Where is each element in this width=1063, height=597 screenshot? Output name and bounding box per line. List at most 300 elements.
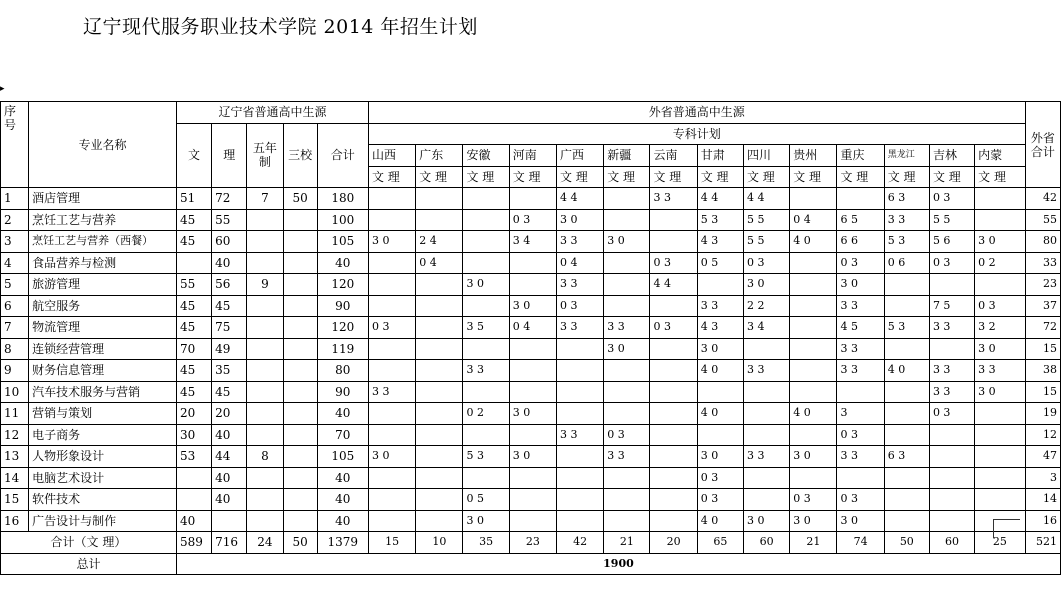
row-subtotal: 40 — [317, 403, 368, 425]
row-province-value: 3 3 — [463, 360, 509, 382]
row-province-value — [556, 360, 603, 382]
row-province-value: 7 5 — [929, 295, 974, 317]
row-subtotal: 70 — [317, 424, 368, 446]
row-three-school — [283, 252, 317, 274]
row-wen: 70 — [176, 338, 211, 360]
totals-label: 合计（文 理） — [1, 532, 177, 554]
row-province-value: 3 3 — [837, 360, 884, 382]
row-province-value: 0 2 — [975, 252, 1025, 274]
row-province-value: 3 3 — [556, 424, 603, 446]
row-province-value: 3 4 — [509, 231, 556, 253]
row-province-value: 3 3 — [556, 274, 603, 296]
row-province-value — [416, 338, 463, 360]
row-name: 烹饪工艺与营养 — [29, 209, 177, 231]
row-province-value — [884, 338, 929, 360]
row-seq: 6 — [1, 295, 29, 317]
row-li: 75 — [212, 317, 247, 339]
row-province-value — [556, 489, 603, 511]
header-specialty-plan: 专科计划 — [368, 123, 1025, 145]
row-province-value — [509, 489, 556, 511]
row-province-value — [884, 467, 929, 489]
row-province-value: 3 0 — [837, 510, 884, 532]
row-wen: 45 — [176, 360, 211, 382]
row-wen: 53 — [176, 446, 211, 468]
row-province-value: 0 4 — [556, 252, 603, 274]
row-province-value — [884, 510, 929, 532]
row-province-value: 4 0 — [790, 403, 837, 425]
row-province-value — [975, 467, 1025, 489]
row-province-value: 3 5 — [463, 317, 509, 339]
row-province-value: 0 2 — [463, 403, 509, 425]
row-province-value — [416, 489, 463, 511]
row-province-value — [975, 188, 1025, 210]
row-province-value — [604, 360, 650, 382]
row-province-value — [556, 403, 603, 425]
row-province-value: 6 5 — [837, 209, 884, 231]
row-province-value: 0 4 — [509, 317, 556, 339]
row-province-value — [416, 274, 463, 296]
row-province-value — [604, 188, 650, 210]
row-province-value — [368, 510, 415, 532]
corner-mark: ▸ — [0, 84, 5, 94]
row-seq: 1 — [1, 188, 29, 210]
province-header: 广东 — [416, 145, 463, 167]
row-subtotal: 80 — [317, 360, 368, 382]
row-province-value — [975, 489, 1025, 511]
row-province-value: 0 5 — [463, 489, 509, 511]
row-seq: 3 — [1, 231, 29, 253]
totals-five-year: 24 — [247, 532, 283, 554]
row-subtotal: 40 — [317, 467, 368, 489]
header-out-total: 外省合计 — [1025, 102, 1060, 188]
row-three-school — [283, 360, 317, 382]
row-out-total: 80 — [1025, 231, 1060, 253]
row-li: 56 — [212, 274, 247, 296]
row-seq: 12 — [1, 424, 29, 446]
row-province-value — [509, 360, 556, 382]
row-wen: 55 — [176, 274, 211, 296]
row-province-value — [743, 424, 789, 446]
enrollment-table — [0, 101, 1061, 575]
row-province-value: 4 4 — [697, 188, 743, 210]
row-province-value: 3 0 — [790, 446, 837, 468]
row-name: 汽车技术服务与营销 — [29, 381, 177, 403]
row-province-value — [790, 295, 837, 317]
row-province-value: 0 3 — [929, 403, 974, 425]
row-province-value: 5 6 — [929, 231, 974, 253]
row-province-value: 3 3 — [743, 446, 789, 468]
row-province-value: 3 0 — [509, 295, 556, 317]
row-province-value — [650, 424, 697, 446]
row-province-value: 0 3 — [650, 317, 697, 339]
row-province-value: 2 4 — [416, 231, 463, 253]
row-li: 35 — [212, 360, 247, 382]
row-province-value — [368, 424, 415, 446]
row-province-value: 4 4 — [556, 188, 603, 210]
row-subtotal: 105 — [317, 446, 368, 468]
row-five-year — [247, 360, 283, 382]
row-wen: 45 — [176, 295, 211, 317]
row-five-year — [247, 231, 283, 253]
row-province-value: 0 3 — [975, 295, 1025, 317]
row-province-value: 0 6 — [884, 252, 929, 274]
row-province-value — [929, 446, 974, 468]
row-province-value: 4 0 — [697, 403, 743, 425]
row-name: 营销与策划 — [29, 403, 177, 425]
totals-subtotal: 1379 — [317, 532, 368, 554]
row-province-value — [929, 338, 974, 360]
table-row — [1, 510, 1061, 532]
row-out-total: 38 — [1025, 360, 1060, 382]
row-province-value — [975, 403, 1025, 425]
totals-province-value: 25 — [975, 532, 1025, 554]
row-province-value: 4 0 — [697, 360, 743, 382]
header-out-group: 外省普通高中生源 — [368, 102, 1025, 124]
table-row — [1, 231, 1061, 253]
wenli-header: 文 理 — [604, 166, 650, 188]
row-subtotal: 40 — [317, 252, 368, 274]
row-province-value: 3 2 — [975, 317, 1025, 339]
row-province-value: 6 6 — [837, 231, 884, 253]
row-seq: 14 — [1, 467, 29, 489]
row-province-value — [929, 510, 974, 532]
row-three-school — [283, 403, 317, 425]
province-header: 贵州 — [790, 145, 837, 167]
row-name: 电子商务 — [29, 424, 177, 446]
row-province-value: 5 3 — [884, 317, 929, 339]
row-province-value — [416, 188, 463, 210]
row-province-value: 3 0 — [556, 209, 603, 231]
totals-province-value: 60 — [743, 532, 789, 554]
province-header: 黑龙江 — [884, 145, 929, 167]
row-province-value — [509, 510, 556, 532]
row-province-value — [604, 403, 650, 425]
row-li: 55 — [212, 209, 247, 231]
row-province-value — [790, 360, 837, 382]
row-province-value: 3 0 — [697, 446, 743, 468]
row-out-total: 23 — [1025, 274, 1060, 296]
row-out-total: 12 — [1025, 424, 1060, 446]
row-out-total: 3 — [1025, 467, 1060, 489]
row-province-value: 6 3 — [884, 446, 929, 468]
row-province-value — [884, 381, 929, 403]
row-five-year — [247, 317, 283, 339]
row-province-value: 0 4 — [416, 252, 463, 274]
row-province-value: 6 3 — [884, 188, 929, 210]
row-five-year — [247, 467, 283, 489]
row-li: 45 — [212, 381, 247, 403]
row-province-value: 3 3 — [929, 360, 974, 382]
row-province-value: 3 3 — [884, 209, 929, 231]
row-three-school — [283, 231, 317, 253]
row-li: 40 — [212, 489, 247, 511]
row-seq: 10 — [1, 381, 29, 403]
row-province-value — [509, 424, 556, 446]
row-province-value — [509, 338, 556, 360]
row-province-value: 3 3 — [604, 317, 650, 339]
row-province-value — [884, 295, 929, 317]
row-li: 20 — [212, 403, 247, 425]
row-five-year — [247, 209, 283, 231]
totals-province-value: 35 — [463, 532, 509, 554]
row-province-value: 0 3 — [790, 489, 837, 511]
row-province-value — [463, 209, 509, 231]
row-province-value — [697, 381, 743, 403]
row-province-value — [556, 381, 603, 403]
row-province-value — [884, 424, 929, 446]
row-province-value: 0 3 — [650, 252, 697, 274]
row-wen: 45 — [176, 231, 211, 253]
totals-out-total: 521 — [1025, 532, 1060, 554]
row-province-value — [929, 467, 974, 489]
row-province-value — [556, 446, 603, 468]
province-header: 吉林 — [929, 145, 974, 167]
row-province-value — [975, 274, 1025, 296]
row-five-year — [247, 381, 283, 403]
row-three-school — [283, 209, 317, 231]
table-row — [1, 403, 1061, 425]
totals-province-value: 21 — [790, 532, 837, 554]
row-province-value — [975, 446, 1025, 468]
row-out-total: 47 — [1025, 446, 1060, 468]
row-province-value — [509, 274, 556, 296]
row-province-value — [650, 446, 697, 468]
row-province-value: 0 3 — [368, 317, 415, 339]
row-province-value — [368, 489, 415, 511]
totals-row — [1, 532, 1061, 554]
row-name: 人物形象设计 — [29, 446, 177, 468]
row-province-value — [697, 274, 743, 296]
row-province-value — [884, 489, 929, 511]
row-province-value — [975, 424, 1025, 446]
row-province-value — [416, 209, 463, 231]
wenli-header: 文 理 — [416, 166, 463, 188]
row-name: 烹饪工艺与营养（西餐） — [29, 231, 177, 253]
row-province-value: 4 5 — [837, 317, 884, 339]
row-province-value — [790, 467, 837, 489]
totals-province-value: 21 — [604, 532, 650, 554]
row-name: 旅游管理 — [29, 274, 177, 296]
wenli-header: 文 理 — [837, 166, 884, 188]
row-out-total: 33 — [1025, 252, 1060, 274]
row-province-value — [509, 467, 556, 489]
row-five-year: 8 — [247, 446, 283, 468]
row-province-value — [416, 403, 463, 425]
row-wen: 40 — [176, 510, 211, 532]
row-province-value — [604, 252, 650, 274]
totals-province-value: 23 — [509, 532, 556, 554]
row-province-value: 0 3 — [837, 489, 884, 511]
row-li: 40 — [212, 467, 247, 489]
row-province-value — [650, 295, 697, 317]
row-province-value — [368, 403, 415, 425]
row-province-value: 3 0 — [368, 446, 415, 468]
row-province-value — [743, 338, 789, 360]
row-province-value — [743, 403, 789, 425]
row-five-year: 7 — [247, 188, 283, 210]
row-province-value — [463, 188, 509, 210]
row-province-value: 0 3 — [929, 188, 974, 210]
header-name: 专业名称 — [29, 102, 177, 188]
row-province-value — [463, 381, 509, 403]
row-name: 财务信息管理 — [29, 360, 177, 382]
row-seq: 13 — [1, 446, 29, 468]
row-five-year: 9 — [247, 274, 283, 296]
row-province-value — [743, 489, 789, 511]
row-name: 酒店管理 — [29, 188, 177, 210]
row-three-school — [283, 274, 317, 296]
row-out-total: 37 — [1025, 295, 1060, 317]
wenli-header: 文 理 — [509, 166, 556, 188]
province-header: 云南 — [650, 145, 697, 167]
row-province-value: 3 3 — [929, 381, 974, 403]
row-seq: 4 — [1, 252, 29, 274]
row-province-value: 0 3 — [556, 295, 603, 317]
row-wen: 20 — [176, 403, 211, 425]
row-province-value — [368, 252, 415, 274]
row-five-year — [247, 424, 283, 446]
row-province-value: 3 3 — [975, 360, 1025, 382]
row-province-value — [416, 467, 463, 489]
row-subtotal: 119 — [317, 338, 368, 360]
row-province-value: 4 0 — [884, 360, 929, 382]
row-province-value — [604, 209, 650, 231]
row-province-value — [368, 209, 415, 231]
province-header: 四川 — [743, 145, 789, 167]
row-province-value — [509, 188, 556, 210]
row-province-value — [463, 295, 509, 317]
wenli-header: 文 理 — [368, 166, 415, 188]
province-header: 安徽 — [463, 145, 509, 167]
row-province-value — [463, 231, 509, 253]
row-out-total: 55 — [1025, 209, 1060, 231]
wenli-header: 文 理 — [790, 166, 837, 188]
row-province-value — [650, 338, 697, 360]
wenli-header: 文 理 — [884, 166, 929, 188]
row-province-value — [416, 295, 463, 317]
row-five-year — [247, 489, 283, 511]
header-wen: 文 — [176, 123, 211, 188]
row-province-value: 3 3 — [837, 338, 884, 360]
row-province-value — [837, 188, 884, 210]
row-wen — [176, 252, 211, 274]
row-province-value — [790, 338, 837, 360]
table-row — [1, 489, 1061, 511]
row-province-value — [463, 338, 509, 360]
row-province-value: 0 3 — [604, 424, 650, 446]
row-province-value: 4 4 — [650, 274, 697, 296]
totals-province-value: 15 — [368, 532, 415, 554]
province-header: 重庆 — [837, 145, 884, 167]
province-header: 甘肃 — [697, 145, 743, 167]
row-three-school — [283, 510, 317, 532]
row-seq: 16 — [1, 510, 29, 532]
row-three-school — [283, 317, 317, 339]
province-header: 河南 — [509, 145, 556, 167]
row-seq: 11 — [1, 403, 29, 425]
row-province-value — [743, 467, 789, 489]
row-province-value: 3 0 — [790, 510, 837, 532]
row-name: 食品营养与检测 — [29, 252, 177, 274]
row-name: 软件技术 — [29, 489, 177, 511]
table-row — [1, 360, 1061, 382]
row-out-total: 15 — [1025, 338, 1060, 360]
row-three-school — [283, 381, 317, 403]
table-row — [1, 209, 1061, 231]
table-row — [1, 317, 1061, 339]
row-li: 72 — [212, 188, 247, 210]
row-province-value: 3 3 — [837, 446, 884, 468]
page-title: 辽宁现代服务职业技术学院 2014 年招生计划 — [83, 16, 478, 38]
row-province-value — [884, 403, 929, 425]
row-province-value — [650, 489, 697, 511]
row-province-value — [929, 424, 974, 446]
header-seq: 序号 — [1, 102, 29, 188]
row-li: 60 — [212, 231, 247, 253]
row-province-value — [650, 510, 697, 532]
row-province-value — [368, 274, 415, 296]
totals-wen: 589 — [176, 532, 211, 554]
wenli-header: 文 理 — [975, 166, 1025, 188]
province-header: 内蒙 — [975, 145, 1025, 167]
row-subtotal: 100 — [317, 209, 368, 231]
row-province-value: 3 3 — [697, 295, 743, 317]
row-three-school — [283, 295, 317, 317]
row-province-value — [650, 467, 697, 489]
wenli-header: 文 理 — [556, 166, 603, 188]
wenli-header: 文 理 — [743, 166, 789, 188]
row-province-value — [790, 381, 837, 403]
row-province-value — [463, 424, 509, 446]
row-province-value — [697, 424, 743, 446]
row-province-value — [743, 381, 789, 403]
row-five-year — [247, 338, 283, 360]
row-province-value: 3 4 — [743, 317, 789, 339]
table-row — [1, 381, 1061, 403]
row-province-value: 3 0 — [368, 231, 415, 253]
row-subtotal: 105 — [317, 231, 368, 253]
table-row — [1, 338, 1061, 360]
row-province-value — [604, 467, 650, 489]
row-province-value — [790, 252, 837, 274]
row-seq: 5 — [1, 274, 29, 296]
row-name: 连锁经营管理 — [29, 338, 177, 360]
row-subtotal: 180 — [317, 188, 368, 210]
row-name: 航空服务 — [29, 295, 177, 317]
row-province-value: 3 0 — [604, 338, 650, 360]
table-row — [1, 188, 1061, 210]
row-province-value: 0 3 — [743, 252, 789, 274]
row-three-school — [283, 424, 317, 446]
row-out-total: 72 — [1025, 317, 1060, 339]
totals-province-value: 50 — [884, 532, 929, 554]
row-province-value — [790, 274, 837, 296]
province-header: 广西 — [556, 145, 603, 167]
table-row — [1, 252, 1061, 274]
row-province-value: 5 3 — [697, 209, 743, 231]
table-row — [1, 424, 1061, 446]
row-province-value — [650, 403, 697, 425]
wenli-header: 文 理 — [463, 166, 509, 188]
grand-total-value: 1900 — [176, 553, 1060, 575]
row-province-value: 4 0 — [697, 510, 743, 532]
wenli-header: 文 理 — [697, 166, 743, 188]
row-li: 45 — [212, 295, 247, 317]
row-province-value: 3 0 — [743, 510, 789, 532]
row-province-value — [604, 510, 650, 532]
row-name: 广告设计与制作 — [29, 510, 177, 532]
row-province-value: 0 3 — [509, 209, 556, 231]
